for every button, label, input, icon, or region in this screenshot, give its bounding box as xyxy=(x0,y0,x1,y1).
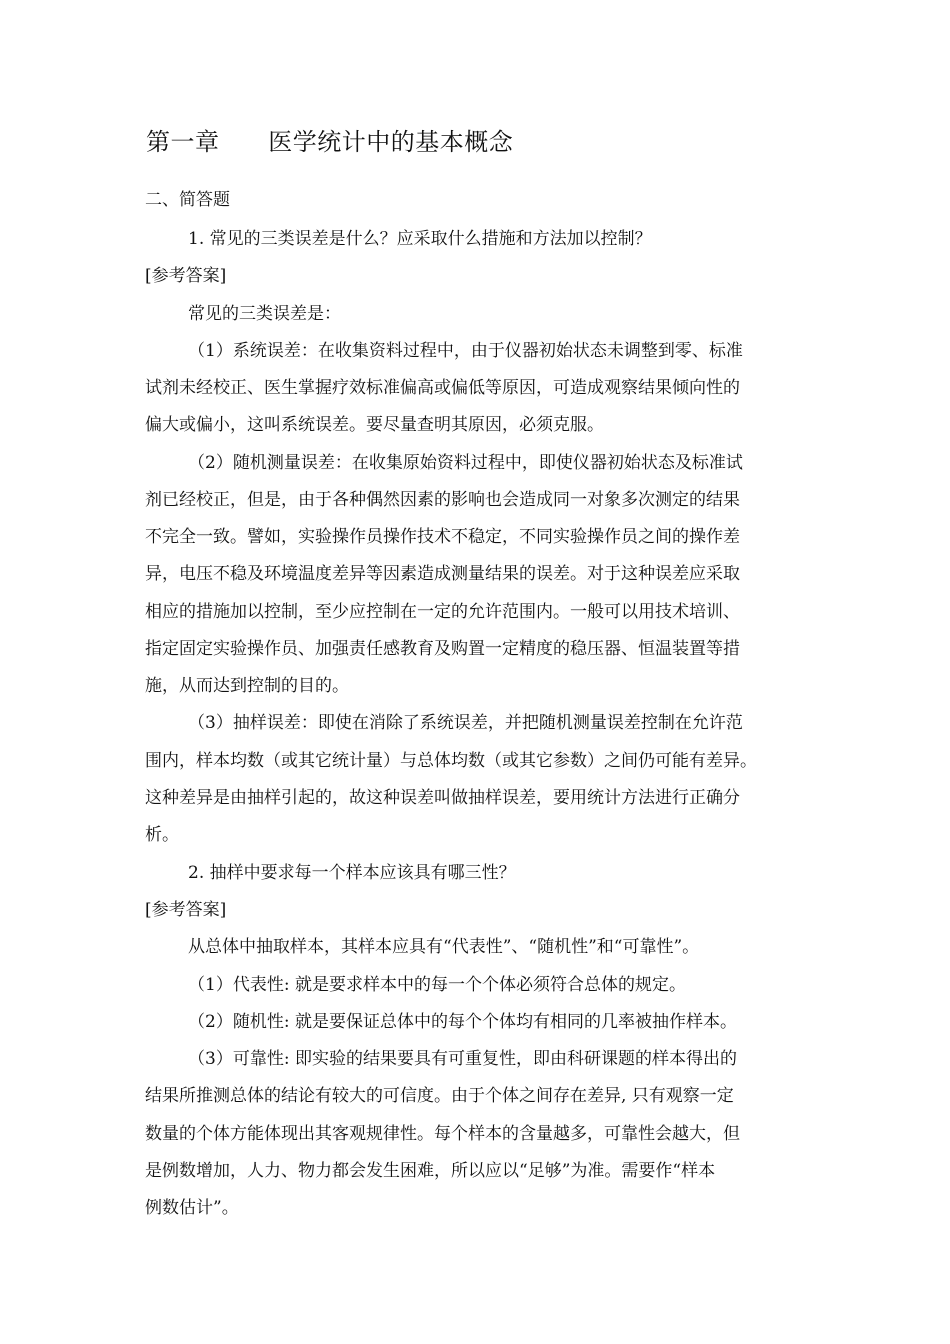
question-1: 1. 常见的三类误差是什么？应采取什么措施和方法加以控制？ xyxy=(188,229,652,249)
answer-1-line: 施，从而达到控制的目的。 xyxy=(145,676,349,696)
answer-label-2: [参考答案] xyxy=(145,900,227,920)
question-2: 2. 抽样中要求每一个样本应该具有哪三性？ xyxy=(188,863,516,883)
answer-1-line: 这种差异是由抽样引起的，故这种误差叫做抽样误差，要用统计方法进行正确分 xyxy=(145,788,740,808)
answer-2-line: （1）代表性: 就是要求样本中的每一个个体必须符合总体的规定。 xyxy=(188,975,686,995)
answer-1-line: 析。 xyxy=(145,825,179,845)
section-heading: 二、简答题 xyxy=(145,190,230,210)
answer-1-line: 剂已经校正，但是，由于各种偶然因素的影响也会造成同一对象多次测定的结果 xyxy=(145,490,740,510)
answer-1-intro: 常见的三类误差是： xyxy=(188,304,341,324)
answer-1-line: 围内，样本均数（或其它统计量）与总体均数（或其它参数）之间仍可能有差异。 xyxy=(145,751,757,771)
answer-2-line: 是例数增加，人力、物力都会发生困难，所以应以“足够”为准。需要作“样本 xyxy=(145,1161,716,1181)
answer-1-line: （1）系统误差：在收集资料过程中，由于仪器初始状态未调整到零、标准 xyxy=(188,341,743,361)
answer-2-line: （3）可靠性: 即实验的结果要具有可重复性，即由科研课题的样本得出的 xyxy=(188,1049,737,1069)
answer-1-line: 指定固定实验操作员、加强责任感教育及购置一定精度的稳压器、恒温装置等措 xyxy=(145,639,740,659)
answer-2-line: 例数估计”。 xyxy=(145,1198,239,1218)
answer-2-line: 结果所推测总体的结论有较大的可信度。由于个体之间存在差异, 只有观察一定 xyxy=(145,1086,734,1106)
answer-2-line: 从总体中抽取样本，其样本应具有“代表性”、“随机性”和“可靠性”。 xyxy=(188,937,700,957)
answer-label-1: [参考答案] xyxy=(145,266,227,286)
answer-1-line: 不完全一致。譬如，实验操作员操作技术不稳定，不同实验操作员之间的操作差 xyxy=(145,527,740,547)
answer-2-line: （2）随机性: 就是要保证总体中的每个个体均有相同的几率被抽作样本。 xyxy=(188,1012,737,1032)
answer-1-line: 相应的措施加以控制，至少应控制在一定的允许范围内。一般可以用技术培训、 xyxy=(145,602,740,622)
answer-1-line: （3）抽样误差：即使在消除了系统误差，并把随机测量误差控制在允许范 xyxy=(188,713,743,733)
answer-1-line: 异，电压不稳及环境温度差异等因素造成测量结果的误差。对于这种误差应采取 xyxy=(145,564,740,584)
answer-1-line: 试剂未经校正、医生掌握疗效标准偏高或偏低等原因，可造成观察结果倾向性的 xyxy=(145,378,740,398)
answer-1-line: 偏大或偏小，这叫系统误差。要尽量查明其原因，必须克服。 xyxy=(145,415,604,435)
answer-2-line: 数量的个体方能体现出其客观规律性。每个样本的含量越多，可靠性会越大，但 xyxy=(145,1124,740,1144)
answer-1-line: （2）随机测量误差：在收集原始资料过程中，即使仪器初始状态及标准试 xyxy=(188,453,743,473)
chapter-title: 第一章 医学统计中的基本概念 xyxy=(146,128,514,156)
